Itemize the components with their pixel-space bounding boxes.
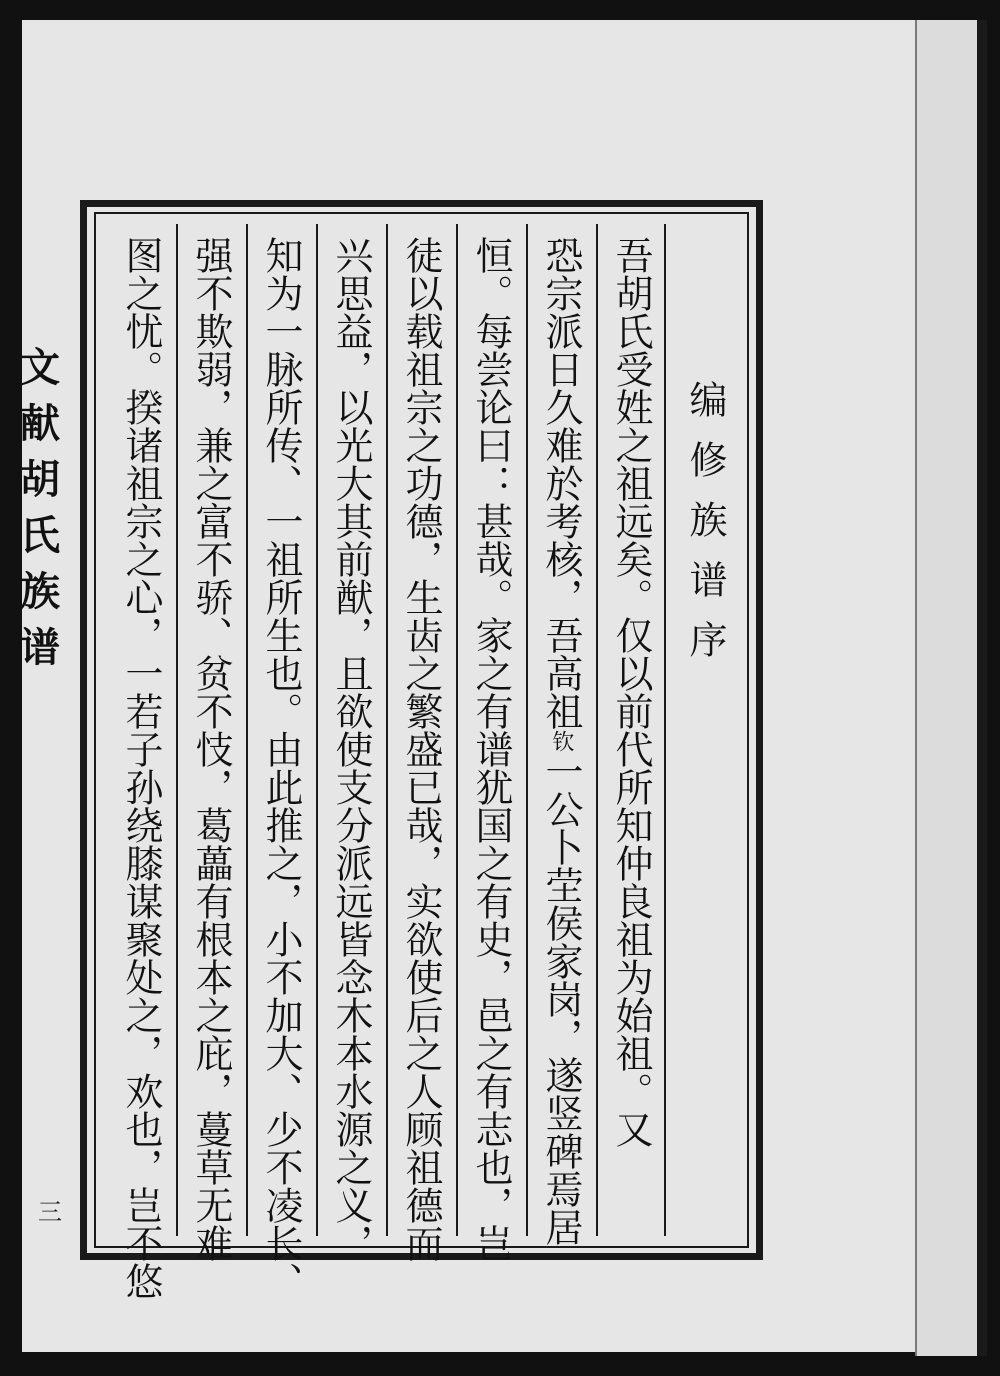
- column-rule: [664, 224, 666, 1236]
- text-column-8: 图之忧。揆诸祖宗之心，一若子孙绕膝谋聚处之，欢也，岂不悠: [119, 236, 163, 1300]
- column-rule: [246, 224, 248, 1236]
- spine-title: 文献胡氏族谱: [20, 344, 60, 671]
- text-column-1: 吾胡氏受姓之祖远矣。仅以前代所知仲良祖为始祖。又: [609, 236, 653, 1148]
- column-rule: [386, 224, 388, 1236]
- text-column-6: 知为一脉所传、一祖所生也。由此推之，小不加大、少不凌长、: [259, 236, 303, 1300]
- column-rule: [596, 224, 598, 1236]
- column-rule: [456, 224, 458, 1236]
- text-column-2: [528, 236, 594, 1246]
- text-column-2-b: 一公卜茔侯家岗，遂竖碑焉居: [539, 752, 583, 1246]
- column-rule: [176, 224, 178, 1236]
- text-column-5: 兴思益，以光大其前猷，且欲使支分派远皆念木本水源之义，: [329, 236, 373, 1262]
- next-page-edge: [915, 20, 979, 1356]
- text-column-7: 强不欺弱，兼之富不骄、贫不忮，葛藟有根本之庇，蔓草无难: [189, 236, 233, 1262]
- text-column-3: 恒。每尝论曰：甚哉。家之有谱犹国之有史，邑之有志也，岂: [469, 236, 513, 1262]
- page-number: 三: [38, 1198, 62, 1226]
- column-rule: [526, 224, 528, 1236]
- annotation-small: 钦: [549, 730, 574, 752]
- text-column-4: 徒以载祖宗之功德，生齿之繁盛已哉，实欲使后之人顾祖德而: [399, 236, 443, 1262]
- preface-heading: 编修族谱序: [683, 380, 727, 680]
- text-column-2-a: 恐宗派日久难於考核，吾高祖: [539, 236, 583, 730]
- column-rule: [316, 224, 318, 1236]
- page-shadow: [977, 20, 987, 1356]
